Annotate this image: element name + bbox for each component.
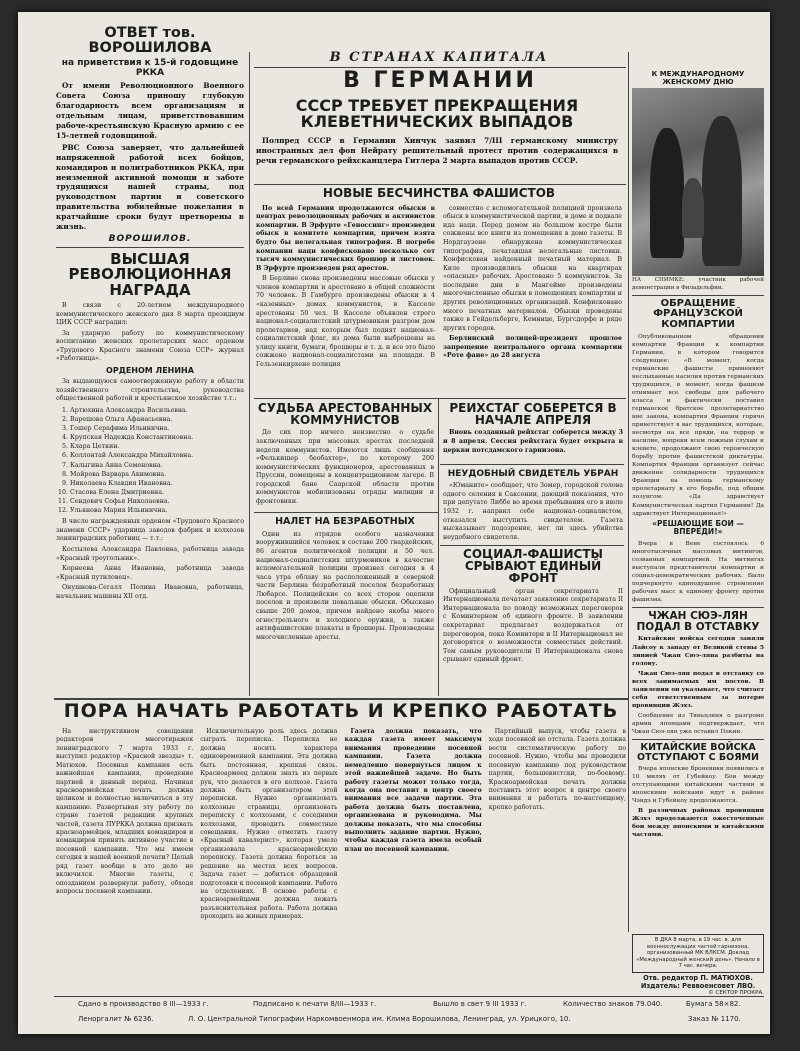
divider [254,512,438,513]
awardee-name: 7. Калыгина Анна Семеновна. [70,461,244,470]
column-rule [249,52,250,696]
fascists-text: Берлинский полицей-президент прошлое запрещение центрального органа компартии «Роте фане» до 28 августа [443,335,622,360]
voroshilov-headline: ОТВЕТ тов. ВОРОШИЛОВА [88,25,212,56]
raid-article [256,515,434,695]
footer-text: Л. О. Центральной Типографии Наркомвоенмора им. Клима Ворошилова, Ленинград, ул. Урицкого, 10. [188,1015,571,1023]
award-text: За выдающуюся самоотверженную работу в области хозяйственного строительства, руководства общественной работой и крестьянское хозяйство т.т.: [56,378,244,403]
chinese-text: Вчера японские броневики появились в 10 милях от Губейкоу. Бои между отступающими китайскими частями и японскими войсками идут в районе Чэндэ и Губейкоу продолжаются. [632,766,764,805]
award-text: Костылева Александра Павловна, работница завода «Красный треугольник». [56,545,244,562]
chiang-text: Сообщение из Тяньцзиня о разгроме армии японцами подтверждает, что Чжан Сюэ-лян уже оставил Пекин. [632,712,764,735]
prisoners-headline: СУДЬБА АРЕСТОВАННЫХ КОММУНИСТОВ [257,402,433,428]
voroshilov-signature: ВОРОШИЛОВ. [108,234,192,245]
announcement-box: В ДКА 8 марта, в 19 час. в. для военнослужащих частей гарнизона, организованный МК ВЛКСМ. Доклад «Международный женский день». Начало в 7 час. вечера. [632,934,764,973]
bottom-col [56,728,193,934]
award-text: Онушнова-Сегалл Полина Ивановна, работница, начальник машины ХII отд. [56,584,244,600]
socfascists-article [443,548,623,694]
editor-block [632,934,764,994]
chiang-headline: ЧЖАН СЮЭ-ЛЯН ПОДАЛ В ОТСТАВКУ [636,610,760,633]
award-text: В числе награжденных орденом «Трудового Красного знамени СССР» ударница заводов фабрик и колхозов ленинградских работниц — т.т.: [56,518,244,543]
fascists-col-right [443,205,622,372]
bottom-article [56,728,626,934]
bottom-text: Исключительную роль здесь должна сыграть переписка. Переписка не должна носить характера единовременной кампании. Эта должна быть постоянная, крепкая связь. Красноармеец должен знать из первых рук, что делается в его колхозе. Газета должна быть организатором этой переписки. Нужно организовать колхозные страницы, организовать переписку с колхозами, с соседними колхозами, проводить совместные совещания. Нужно отметить газету «Красный кавалерист», которая умело организовала красноармейскую переписку. Газета должна бороться за решение на местах всех вопросов. Задача газет — добиться образцовой подготовки к посевной кампании. Работа на отделениях. В основе работы с красноармейцами должна лежать разъяснительная работа. Работа должна проходить на живых примерах. [200,728,338,921]
footer-text: Вышло в свет 9 III 1933 г. [433,1000,527,1008]
chiang-text: Китайские войска сегодня заняли Лайсоу к западу от Великой стены 5 линией Чжан Сюэ-ляна разбиты на голову. [632,635,764,667]
award-text: В связи с 20-летием международного коммунистического женского дня 8 марта президиум ЦИК СССР наградил: [56,301,244,327]
column-rule [628,52,629,932]
awardee-name: 9. Николаева Клавдия Ивановна. [70,479,244,488]
awardee-name: 5. Клара Цеткин. [70,442,244,451]
divider [56,247,244,248]
awardee-name: 12. Ульянова Мария Ильинична. [70,506,244,515]
bottom-text: На инструктивном совещании редакторов многотиражек ленинградского 7 марта 1933 г. выступил редактор «Красной звезды» т. Матюхов. Посевная кампания есть важнейшая кампания, проведение партией в данный период. Начиная красноармейская печать должна целиком и полностью включиться в эту кампанию. Развертывая эту работу по стране газетой редакции крупных частей, газета ПУРККА должна призвать красноармейцев, младших командиров и командиров принять активное участие в посевной кампании. Что мы имеем сегодня в нашей военной печати? Целый ряд газет вообще в это дело не включился. Многие газеты, с опозданием развернули работу, обходя вопросы посевной кампании. [56,728,194,896]
raid-headline: НАЛЕТ НА БЕЗРАБОТНЫХ [275,516,415,527]
photo-figure [702,116,742,266]
footer-text: Подписано к печати 8/III—1933 г. [253,1000,377,1008]
footer-text: Заказ № 1170. [688,1015,741,1023]
fascists-text: По всей Германии продолжаются обыски в центрах революционных рабочих и активистов компартии. В Эрфурте «Геноссинг» произведен обыск в комитете компартии, причем взята будто бы нелегальная типография. В погребе компании наци конфисковано несколько сот тысяч коммунистических брошюр и листовок. В Эрфурте произведен ряд арестов. [256,204,435,272]
ussr-text: Полпред СССР в Германии Хинчук заявил 7/III германскому министру иностранных дел фон Нейрату решительный протест против содержащихся в речи германского рейхсканцлера Гитлера 2 марта выпадов против СССР. [256,135,618,165]
ussr-article [256,98,618,184]
photo-caption: НА СНИМКЕ: участник рабочей демонстрации в Филадельфии. [632,277,764,291]
award-headline: ВЫСШАЯ РЕВОЛЮЦИОННАЯ НАГРАДА [68,250,232,299]
awardee-name: 2. Варешова Ольга Афанасьевна. [70,415,244,424]
french-text: Вчера в Вене состоялось 6 многотысячных массовых митингов, созванных компартией. На митингах выступали представители компартии и социал-демократических рабочих. Было подчеркнуто единодушное стремление рабочих масс к единому фронту против фашизма. [632,540,764,604]
bottom-text: Партийный выпуск, чтобы газета в ходе посевной не отстала. Газета должна вести систематическую работу по посевной. Нужно, чтобы мы проводили посевную кампанию под руководством партии, большевистски, по-боевому. Красноармейская печать должна поставить этот вопрос в центре своего внимания и работать по-настоящему, крепко работать. [488,728,626,811]
divider [254,184,626,185]
divider [632,295,764,296]
award-text: Корнеева Анна Ивановна, работница завода «Красный путиловец». [56,565,244,581]
prisoners-article [256,402,434,510]
voroshilov-subheadline: на приветствия к 15-й годовщине РККА [61,57,239,78]
raid-text: Один из отрядов особого назначения вооружившийся человек в составе 200 гвардейских, 86 агентов политической полиции и 50 чел. национал-социалистских штурмовиков в качестве вспомогательной полиции произвел сегодня в 4 часа утра облаву на расположенный в северной части Берлина безработный поселок безработных Любарсе. Полицейские со всех сторон оцепили поселок и произвели повальные обыски. Обыскано свыше 200 домов, причем найдено якобы много огнестрельного и холодного оружия, а также антифашистские плакаты и брошюры. Произведены многочисленные аресты. [256,530,434,641]
footer-text: Сдано в производство 8 III—1933 г. [78,1000,209,1008]
chinese-text: В различных районах провинции Жэхэ продолжаются ожесточенные бои между японскими и китайскими частями. [632,807,764,839]
fascists-text: совместно с вспомогательной полицией произвела обыск в коммунистической партии, в доме и подвале ида наци. Перед домом на большом костре были сожжены все книги из помещения в доме газеты. В Нордгаузене обнаружена коммунистическая типография, печатавшая нелегальные листовки. Конфискован найденный печатный материал. В Киле производились обыски на квартирах «опасных» рабочих. Арестовано 5 коммунистов. За последние дни в Мангейме произведены многочисленные обыски в помещениях компартии и других революционных организаций. Конфисковано много печатных материалов. Обыски проведены также в Гейдельберге, Кемнице, Бургсдорфе и ряде других городов. [443,204,622,332]
right-column [632,70,764,930]
bottom-col [345,728,482,934]
reichstag-text: Вновь созданный рейхстаг соберется между 3 и 8 апреля. Сессия рейхстага будет открыта в церкви потсдамского гарнизона. [443,429,623,454]
divider [440,464,624,465]
photo-figure [650,128,684,258]
publisher-line: Издатель: Реввоенсовет ЛВО. [640,981,756,990]
french-slogan: «РЕШАЮЩИЕ БОИ — ВПЕРЕДИ!» [652,518,744,537]
bottom-col [489,728,626,934]
bottom-headline: ПОРА НАЧАТЬ РАБОТАТЬ И КРЕПКО РАБОТАТЬ [63,700,619,722]
witness-article [443,467,623,545]
bottom-col [200,728,337,934]
divider [632,739,764,740]
divider [632,607,764,608]
reichstag-headline: РЕЙХСТАГ СОБЕРЕТСЯ В НАЧАЛЕ АПРЕЛЯ [449,402,617,428]
prisoners-text: До сих пор ничего неизвестно о судьбе заключенных при массовых арестах последней недели коммунистов. Имеются лишь сообщения «Фелькишер беобахтер», по которому 200 коммунистических функционеров, арестованных в Пруссии, помещены в концентрационном лагере. В городской бане Саарской области против коммунистов мобилизованы отряды милиции и фронтовики. [256,429,434,505]
section-banner-top: В СТРАНАХ КАПИТАЛА [329,50,549,65]
reichstag-article [443,402,623,464]
awardee-name: 11. Сендович Софья Николаевна. [70,497,244,506]
photo-header: К МЕЖДУНАРОДНОМУ ЖЕНСКОМУ ДНЮ [651,70,745,87]
award-order-heading: ОРДЕНОМ ЛЕНИНА [106,365,194,375]
fascists-article [256,186,622,396]
chiang-text: Чжан Сюэ-лян подал в отставку со всех занимаемых им постов. В заявлении он указывает, что считает себя ответственным за потерю провинции Жэхэ. [632,669,764,709]
photo-figure [682,178,704,238]
column-rule [438,398,439,696]
newspaper-page [18,12,770,1034]
awardee-name: 1. Артюхина Александра Васильевна. [70,406,244,415]
witness-text: «Юманите» сообщает, что Зомер, городской голова одного селения в Саксонии, дающий показания, что при депутате Либбе во время пребывания его в июле 1932 г. напрвил себе национал-социалистом, отказался выступить свидетелем. Газета высказывает подозрение, нет ли здесь убийства неудобного свидетеля. [443,482,623,541]
footer-text: Леноргалит № 6236. [78,1015,154,1023]
voroshilov-text: РВС Союза заверяет, что дальнейшей напряженной работой всех бойцов, командиров и политработников РККА, при неизменной активной помощи и заботе трудящихся нашей страны, под руководством партии и советского правительства юбилейные пожелания в кратчайшие сроки будут претворены в жизнь. [56,142,244,232]
demonstration-photo [632,88,764,276]
divider [254,398,626,399]
fascists-headline: НОВЫЕ БЕСЧИНСТВА ФАШИСТОВ [322,186,556,200]
divider [54,996,764,997]
section-banner-main: В ГЕРМАНИИ [343,68,537,93]
fascists-columns [256,205,622,372]
french-headline: ОБРАЩЕНИЕ ФРАНЦУЗСКОЙ КОМПАРТИИ [653,298,743,330]
left-column [56,18,244,696]
socfascists-headline: СОЦИАЛ-ФАШИСТЫ СРЫВАЮТ ЕДИНЫЙ ФРОНТ [463,548,603,586]
ussr-headline: СССР ТРЕБУЕТ ПРЕКРАЩЕНИЯ КЛЕВЕТНИЧЕСКИХ ВЫПАДОВ [295,98,579,132]
awardee-name: 8. Мойрова Варвара Акимовна. [70,470,244,479]
fascists-col-left [256,205,435,372]
sector-line: © СЕКТОР ПРОКРА. [708,990,764,994]
footer-text: Количество знаков 79.040. [563,1000,663,1008]
awardee-name: 6. Коллонтай Александра Михайловна. [70,451,244,460]
divider [440,545,624,546]
awardee-name: 4. Крупская Надежда Константиновна. [70,433,244,442]
chinese-headline: КИТАЙСКИЕ ВОЙСКА ОТСТУПАЮТ С БОЯМИ [637,741,759,763]
award-text: За ударную работу по коммунистическому воспитанию женских пролетарских масс орденом «Трудового Красного знамени Союза ССР» журнал «Работница». [56,329,244,363]
french-text: Опубликованном обращении компартии Франции к компартии Германии, в котором говорится следующее: «В момент, когда германские фашисты применяют неслыханные насилия против германских трудящихся, в момент, когда фашизм отнимает все свободы для рабочего класса и фактически поставил германское братское пролетариатство вне закона, компартия Франции горячо приветствует в вас трудящихся, которые, несмотря на все пряди, на террор и насилие, вопреки всем ложным слухам и клевете, продолжают свою героическую борьбу против фашистской диктатуры. Компартия Франции организует сейчас движение солидарности трудящихся Франции на помощь германскому пролетариату в его борьбе, под общим лозунгом: «Да здравствует Коммунистическая партия Германии! Да здравствует Интернационал!» [632,333,764,517]
voroshilov-text: От имени Революционного Военного Совета Союза приношу глубокую благодарность всем организациям и отдельным лицам, приветствовавшим рабоче-крестьянскую Красную армию с ее 15-летней годовщиной. [56,81,244,140]
awardee-name: 3. Гошер Серафима Ильинична. [70,424,244,433]
witness-headline: НЕУДОБНЫЙ СВИДЕТЕЛЬ УБРАН [447,469,619,479]
awardee-name: 10. Стасова Елена Дмитриевна. [70,488,244,497]
bottom-text: Газета должна показать, что каждая газета имеет максимум внимания проведение посевной кампании. Газета должна немедленно повернуться лицом к этой важнейшей задаче. Но быть работу газеты может только тогда, когда она поставит в центр своего внимания все задачи партии. Эта работа должна быть поставлена, организована и руководима. Мы должны показать, что мы способны выполнить задание партии. Нужно, чтобы каждая газета имела особый план по посевной кампании. [344,728,482,853]
footer-text: Бумага 58×82. [686,1000,741,1008]
awardee-list [70,406,244,516]
editor-line: Отв. редактор П. МАТЮХОВ. [643,974,753,983]
fascists-text: В Берлине снова произведены массовые обыски у членов компартии и арестовано в общей сложности 70 человек. В Гамбурге произведены обыски в 4 «казенных» домах коммунистов, в Касселе арестованы 50 чел. В Касселе объявлен строго национал-социалистский штурмовикам разгром дом пролетариев, над которым был поднят национал-социалистский флаг, из дома были выброшены на улицу книги, бумаги, брошюры и т. д. и все это было сожжено национал-социалистами на площади. В Гельзенкирхене полиция [256,275,435,368]
socfascists-text: Официальный орган секретариата II Интернационала печатает заявление секретариата II Интернационала по поводу возможных переговоров с Коминтерном об единого фронте. В заявлении секретариат предлагает воздержаться от переговоров, пока Коминтерн и II Интернационал не договорятся о возможности совместных действий. Тем самым руководители II Интернационала снова срывают единый фронт. [443,587,623,664]
